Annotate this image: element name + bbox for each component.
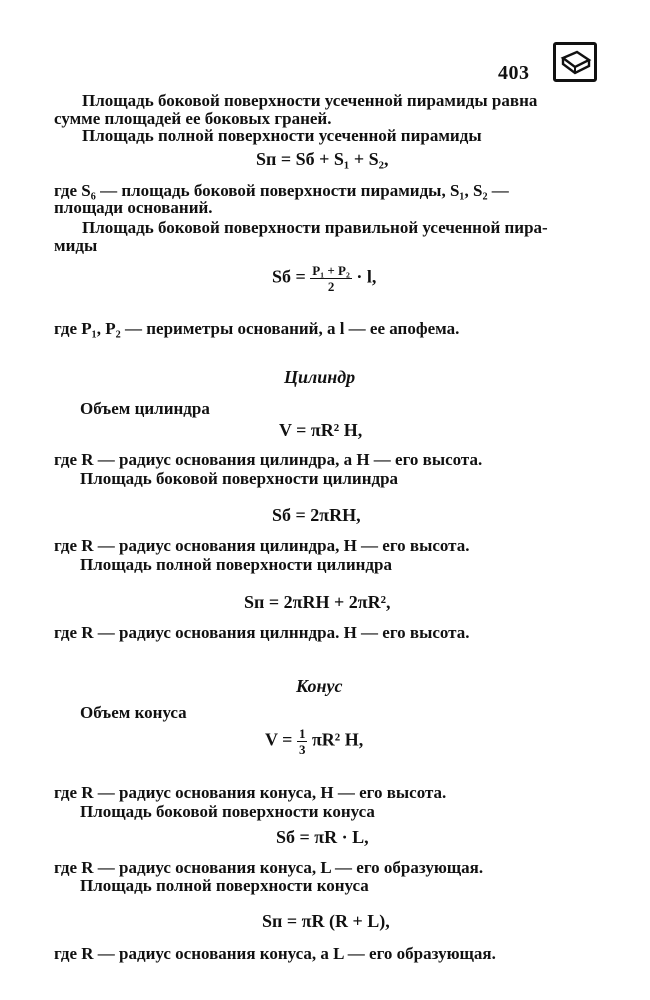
text-line: Площадь полной поверхности цилиндра [80, 555, 392, 574]
text-line: где R — радиус основания цилнндра. H — его высота. [54, 623, 470, 642]
text-line: где R — радиус основания конуса, H — его высота. [54, 783, 447, 802]
text-line: Площадь боковой поверхности правильной усеченной пира- [82, 218, 548, 237]
formula-lhs: Sб = [272, 266, 306, 287]
book-icon [553, 42, 597, 82]
text-line: Площадь полной поверхности конуса [80, 876, 369, 895]
section-heading-cylinder: Цилиндр [284, 367, 356, 387]
text-line: где S₆ — площадь боковой поверхности пирамиды, S₁, S₂ — [54, 181, 509, 200]
fraction [297, 727, 308, 756]
text-line: миды [54, 236, 98, 255]
page-number: 403 [498, 62, 530, 84]
formula-cone-lateral: Sб = πR · L, [276, 827, 369, 847]
formula-rhs: · l, [356, 266, 377, 287]
fraction-denominator: 3 [298, 742, 306, 757]
formula-lateral-frustum [272, 264, 376, 293]
formula-cylinder-full: Sп = 2πRH + 2πR², [244, 592, 391, 612]
formula-cone-volume [265, 727, 363, 756]
text-line: сумме площадей ее боковых граней. [54, 109, 332, 128]
fraction-numerator: 1 [298, 726, 306, 741]
text-line: где R — радиус основания цилиндра, H — его высота. [54, 536, 470, 555]
fraction-denominator: 2 [327, 279, 335, 294]
text-line: где R — радиус основания цилиндра, а H — его высота. [54, 450, 483, 469]
text-line: Площадь боковой поверхности цилиндра [80, 469, 399, 488]
formula-cylinder-volume: V = πR² H, [279, 420, 363, 440]
text-line: Площадь боковой поверхности усеченной пирамиды равна [82, 91, 538, 110]
fraction-numerator: P₁ + P₂ [312, 263, 350, 278]
text-line: где P₁, P₂ — периметры оснований, а l — ее апофема. [54, 319, 460, 338]
text-line: Объем цилиндра [80, 399, 210, 418]
text-line: Площадь полной поверхности усеченной пирамиды [82, 126, 482, 145]
text-line: площади оснований. [54, 198, 213, 217]
formula-cylinder-lateral: Sб = 2πRH, [272, 505, 361, 525]
section-heading-cone: Конус [296, 676, 343, 696]
text-line: Объем конуса [80, 703, 187, 722]
formula-rhs: πR² H, [311, 729, 364, 750]
text-line: где R — радиус основания конуса, а L — его образующая. [54, 944, 496, 963]
formula-full-surface-frustum: Sп = Sб + S₁ + S₂, [256, 149, 389, 169]
text-line: Площадь боковой поверхности конуса [80, 802, 375, 821]
formula-cone-full: Sп = πR (R + L), [262, 911, 390, 931]
text-line: где R — радиус основания конуса, L — его образующая. [54, 858, 484, 877]
formula-lhs: V = [265, 729, 293, 750]
fraction [310, 264, 352, 293]
